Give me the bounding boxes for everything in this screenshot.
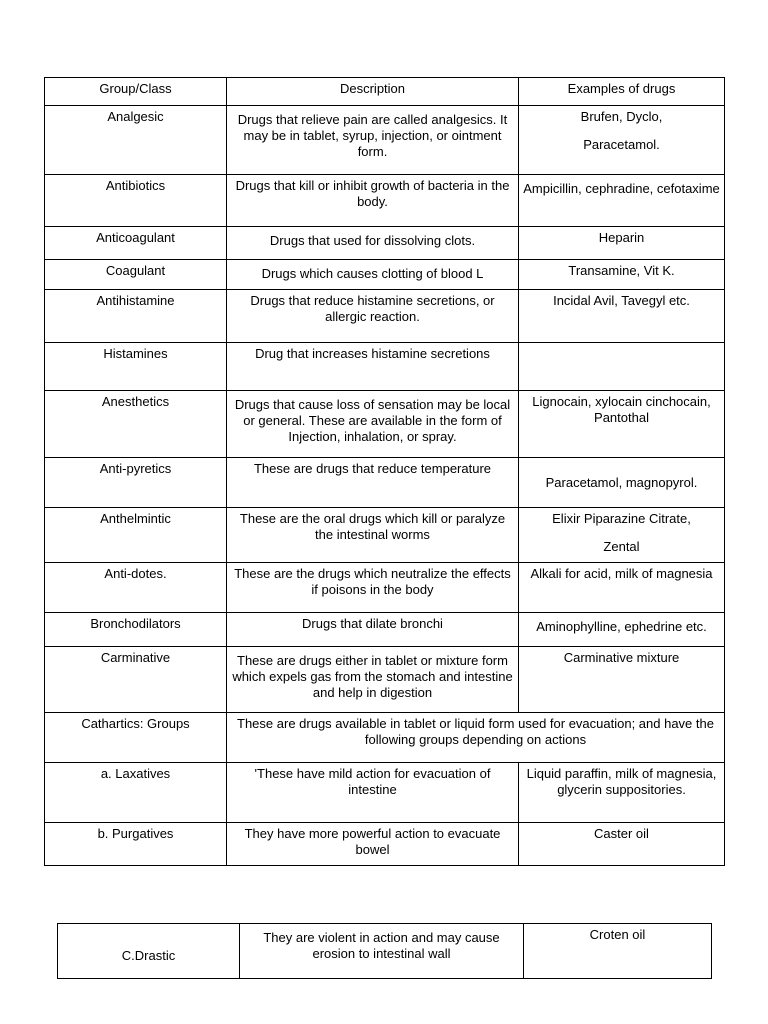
table-row: [45, 563, 725, 613]
table-row: [45, 260, 725, 290]
example-line: Zental: [603, 539, 640, 554]
row-examples: [519, 458, 725, 508]
example-line: Incidal Avil, Tavegyl etc.: [553, 293, 690, 308]
table-row: [45, 763, 725, 823]
row-examples: [519, 763, 725, 823]
header-group: Group/Class: [45, 78, 227, 106]
table-row: [45, 391, 725, 458]
table-row: [45, 290, 725, 343]
row-examples: [519, 391, 725, 458]
row-examples: [519, 343, 725, 391]
row-description: Drugs which causes clotting of blood L: [227, 260, 519, 290]
row-description: Drugs that kill or inhibit growth of bacteria in the body.: [227, 175, 519, 227]
row-examples: [519, 613, 725, 647]
table-row: [45, 613, 725, 647]
table-row: [45, 823, 725, 866]
example-line: Liquid paraffin, milk of magnesia, glycerin suppositories.: [526, 766, 717, 797]
row-group: Antihistamine: [45, 290, 227, 343]
example-line: Brufen, Dyclo,: [580, 109, 663, 124]
drastic-table: [57, 923, 712, 979]
example-line: Lignocain, xylocain cinchocain, Pantothal: [532, 394, 711, 425]
row-description: They are violent in action and may cause erosion to intestinal wall: [240, 924, 524, 979]
row-group: Cathartics: Groups: [45, 713, 227, 763]
row-group: Carminative: [45, 647, 227, 713]
example-line: Caster oil: [594, 826, 649, 841]
row-description: These are the drugs which neutralize the effects if poisons in the body: [227, 563, 519, 613]
row-examples: [519, 106, 725, 175]
example-line: Paracetamol.: [583, 137, 660, 152]
table-header-row: [45, 78, 725, 106]
row-description: These are drugs that reduce temperature: [227, 458, 519, 508]
example-line: Paracetamol, magnopyrol.: [545, 474, 698, 490]
row-description: These are drugs either in tablet or mixture form which expels gas from the stomach and intestine and help in digestion: [227, 647, 519, 713]
drug-classification-table: [44, 77, 725, 866]
example-line: Ampicillin, cephradine, cefotaxime: [523, 181, 720, 196]
row-group: Bronchodilators: [45, 613, 227, 647]
row-description: Drugs that used for dissolving clots.: [227, 227, 519, 260]
row-group: a. Laxatives: [45, 763, 227, 823]
row-group: Anesthetics: [45, 391, 227, 458]
table-row: [45, 458, 725, 508]
example-line: Alkali for acid, milk of magnesia: [530, 566, 713, 581]
row-examples: [519, 290, 725, 343]
row-description: These are the oral drugs which kill or paralyze the intestinal worms: [227, 508, 519, 563]
row-examples: [519, 508, 725, 563]
row-group: Histamines: [45, 343, 227, 391]
row-examples: [519, 227, 725, 260]
row-description: Drugs that reduce histamine secretions, or allergic reaction.: [227, 290, 519, 343]
row-examples: [519, 647, 725, 713]
row-group: C.Drastic: [58, 924, 240, 979]
cathartics-row: [45, 713, 725, 763]
row-examples: [519, 823, 725, 866]
table-row: [45, 508, 725, 563]
row-description: Drug that increases histamine secretions: [227, 343, 519, 391]
row-description: 'These have mild action for evacuation of intestine: [227, 763, 519, 823]
row-examples: Croten oil: [524, 924, 712, 979]
row-description: Drugs that relieve pain are called analgesics. It may be in tablet, syrup, injection, or ointment form.: [227, 106, 519, 175]
example-line: Elixir Piparazine Citrate,: [552, 511, 691, 526]
row-group: Antibiotics: [45, 175, 227, 227]
example-line: Carminative mixture: [563, 650, 680, 665]
row-examples: [519, 260, 725, 290]
row-group: Analgesic: [45, 106, 227, 175]
row-examples: [519, 175, 725, 227]
header-examples: Examples of drugs: [519, 78, 725, 106]
row-group: Anthelmintic: [45, 508, 227, 563]
table-row: [45, 227, 725, 260]
row-description: Drugs that cause loss of sensation may be local or general. These are available in the form of Injection, inhalation, or spray.: [227, 391, 519, 458]
row-group: Coagulant: [45, 260, 227, 290]
example-line: Transamine, Vit K.: [568, 263, 675, 278]
row-description: They have more powerful action to evacuate bowel: [227, 823, 519, 866]
table-row: [58, 924, 712, 979]
example-line: Aminophylline, ephedrine etc.: [536, 619, 707, 634]
cathartics-description: These are drugs available in tablet or liquid form used for evacuation; and have the following groups depending on actions: [227, 713, 725, 763]
row-group: Anti-pyretics: [45, 458, 227, 508]
row-description: Drugs that dilate bronchi: [227, 613, 519, 647]
row-group: Anticoagulant: [45, 227, 227, 260]
table-row: [45, 106, 725, 175]
row-group: b. Purgatives: [45, 823, 227, 866]
example-line: Heparin: [598, 230, 645, 245]
table-row: [45, 175, 725, 227]
table-row: [45, 343, 725, 391]
header-description: Description: [227, 78, 519, 106]
row-examples: [519, 563, 725, 613]
row-group: Anti-dotes.: [45, 563, 227, 613]
table-row: [45, 647, 725, 713]
